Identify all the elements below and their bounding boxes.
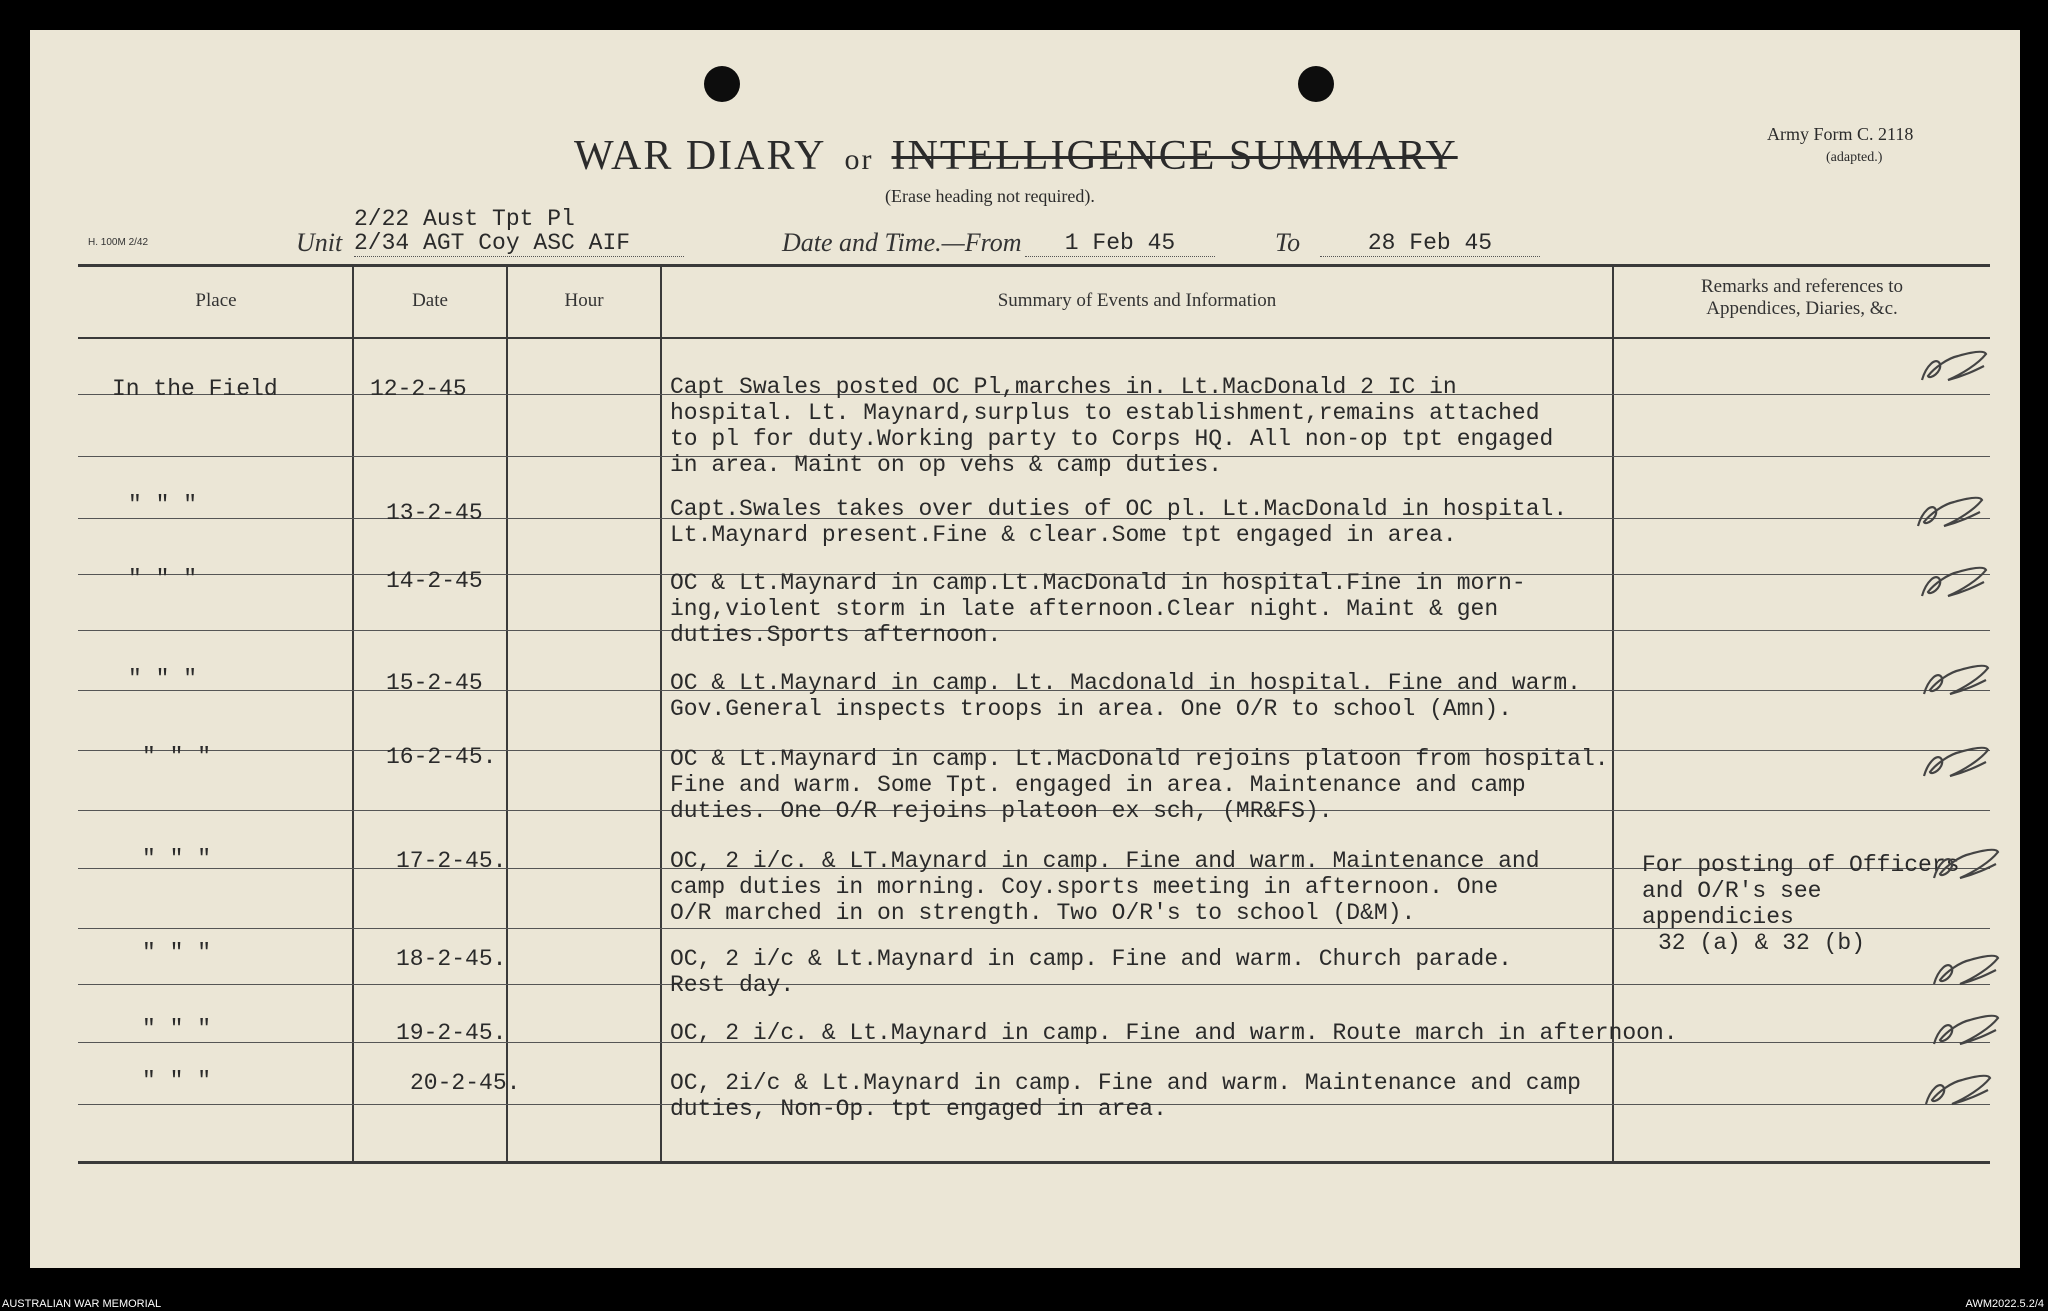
header-rule [78, 337, 1990, 339]
remarks-line: and O/R's see [1642, 878, 1822, 904]
ruled-line [78, 630, 1990, 631]
entry-date: 12-2-45 [370, 376, 467, 402]
diary-page [30, 30, 2020, 1268]
entry-line: OC, 2 i/c. & LT.Maynard in camp. Fine and warm. Maintenance and [670, 848, 1540, 874]
entry-line: duties. One O/R rejoins platoon ex sch, (MR&FS). [670, 798, 1333, 824]
page-title: WAR DIARY or INTELLIGENCE SUMMARY [574, 133, 1458, 179]
entry-line: ing,violent storm in late afternoon.Clear night. Maint & gen [670, 596, 1499, 622]
header-hour: Hour [564, 290, 604, 311]
initials-mark [1930, 950, 2002, 990]
entry-line: duties, Non-Op. tpt engaged in area. [670, 1096, 1167, 1122]
entry-date: 17-2-45. [396, 848, 507, 874]
entry-date: 16-2-45. [386, 744, 497, 770]
header-date: Date [412, 290, 448, 311]
entry-place: " " " [142, 1068, 212, 1094]
entry-line: duties.Sports afternoon. [670, 622, 1002, 648]
entry-date: 20-2-45. [410, 1070, 521, 1096]
entry-place: " " " [128, 566, 198, 592]
entry-line: to pl for duty.Working party to Corps HQ. All non-op tpt engaged [670, 426, 1554, 452]
entry-line: Lt.Maynard present.Fine & clear.Some tpt engaged in area. [670, 522, 1457, 548]
remarks-line: 32 (a) & 32 (b) [1658, 930, 1866, 956]
entry-line: Rest day. [670, 972, 795, 998]
header-summary: Summary of Events and Information [997, 290, 1277, 311]
archive-credit: AUSTRALIAN WAR MEMORIAL [2, 1298, 162, 1310]
entry-place: " " " [128, 492, 198, 518]
form-adapted: (adapted.) [1826, 150, 1883, 165]
print-code: H. 100M 2/42 [88, 237, 149, 248]
period-from: 1 Feb 45 [1025, 230, 1215, 257]
col-divider-place [352, 264, 354, 1162]
period-to-label: To [1275, 228, 1301, 257]
punch-hole-right [1298, 66, 1334, 102]
entry-place: In the Field [112, 376, 278, 402]
initials-mark [1920, 742, 1992, 782]
ruled-line [78, 984, 1990, 985]
remarks-line: appendicies [1642, 904, 1794, 930]
unit-label: Unit [296, 228, 343, 257]
entry-date: 14-2-45 [386, 568, 483, 594]
entry-line: Capt.Swales takes over duties of OC pl. Lt.MacDonald in hospital. [670, 496, 1568, 522]
archive-reference: AWM2022.5.2/4 [1965, 1298, 2044, 1310]
entry-line: OC, 2 i/c. & Lt.Maynard in camp. Fine and warm. Route march in afternoon. [670, 1020, 1678, 1046]
remarks-line: For posting of Officers [1642, 852, 1960, 878]
entry-line: OC & Lt.Maynard in camp. Lt.MacDonald rejoins platoon from hospital. [670, 746, 1609, 772]
entry-line: hospital. Lt. Maynard,surplus to establishment,remains attached [670, 400, 1540, 426]
entry-line: Gov.General inspects troops in area. One O/R to school (Amn). [670, 696, 1512, 722]
col-divider-hour [660, 264, 662, 1162]
entry-line: Capt Swales posted OC Pl,marches in. Lt.MacDonald 2 IC in [670, 374, 1457, 400]
entry-line: camp duties in morning. Coy.sports meeting in afternoon. One [670, 874, 1499, 900]
form-number: Army Form C. 2118 [1767, 124, 1914, 144]
entry-place: " " " [142, 940, 212, 966]
table-bottom-rule [78, 1161, 1990, 1164]
entry-place: " " " [142, 744, 212, 770]
header-remarks-2: Appendices, Diaries, &c. [1706, 298, 1898, 319]
unit-line-1: 2/22 Aust Tpt Pl [354, 206, 575, 232]
entry-place: " " " [142, 1016, 212, 1042]
entry-place: " " " [128, 666, 198, 692]
entry-line: OC & Lt.Maynard in camp.Lt.MacDonald in hospital.Fine in morn- [670, 570, 1526, 596]
period-to: 28 Feb 45 [1320, 230, 1540, 257]
initials-mark [1918, 562, 1990, 602]
unit-line-2: 2/34 AGT Coy ASC AIF [354, 230, 684, 257]
erase-note: (Erase heading not required). [885, 186, 1095, 206]
entry-line: OC, 2 i/c & Lt.Maynard in camp. Fine and warm. Church parade. [670, 946, 1512, 972]
entry-line: O/R marched in on strength. Two O/R's to school (D&M). [670, 900, 1416, 926]
punch-hole-left [704, 66, 740, 102]
initials-mark [1930, 1010, 2002, 1050]
header-remarks-1: Remarks and references to [1700, 276, 1904, 297]
header-place: Place [195, 290, 237, 311]
initials-mark [1918, 346, 1990, 386]
period-label: Date and Time.—From [782, 228, 1022, 257]
entry-line: Fine and warm. Some Tpt. engaged in area. Maintenance and camp [670, 772, 1526, 798]
entry-line: OC & Lt.Maynard in camp. Lt. Macdonald in hospital. Fine and warm. [670, 670, 1581, 696]
entry-place: " " " [142, 846, 212, 872]
entry-date: 19-2-45. [396, 1020, 507, 1046]
entry-date: 13-2-45 [386, 500, 483, 526]
initials-mark [1914, 492, 1986, 532]
entry-date: 15-2-45 [386, 670, 483, 696]
initials-mark [1920, 660, 1992, 700]
entry-date: 18-2-45. [396, 946, 507, 972]
entry-line: OC, 2i/c & Lt.Maynard in camp. Fine and warm. Maintenance and camp [670, 1070, 1581, 1096]
initials-mark [1922, 1070, 1994, 1110]
entry-line: in area. Maint on op vehs & camp duties. [670, 452, 1223, 478]
table-top-rule [78, 264, 1990, 267]
initials-mark [1930, 844, 2002, 884]
